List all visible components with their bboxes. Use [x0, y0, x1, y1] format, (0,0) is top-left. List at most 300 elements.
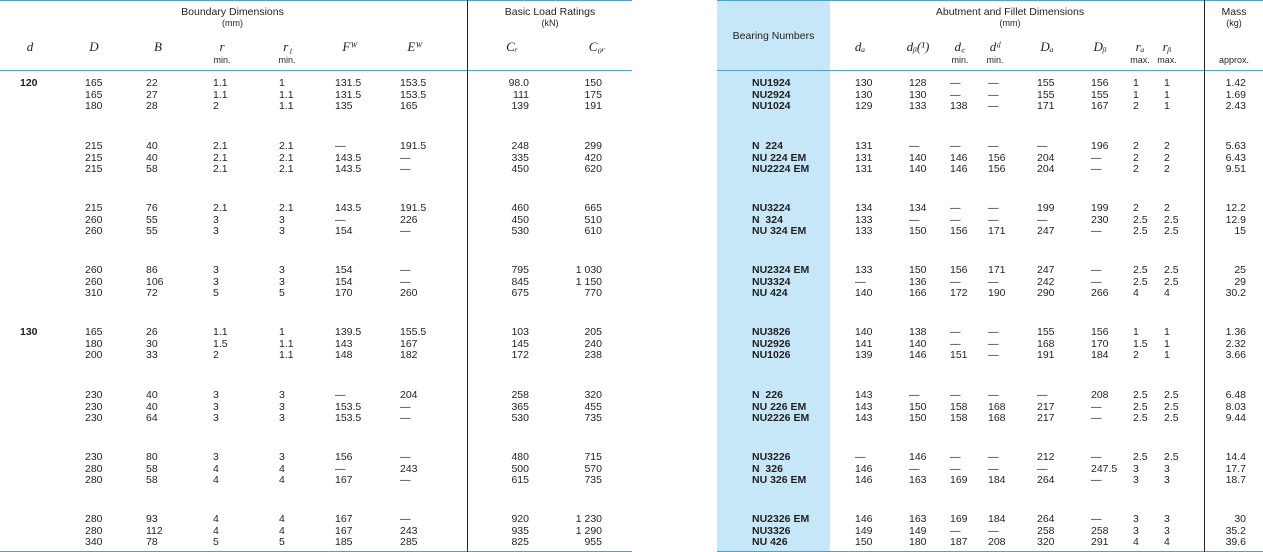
col-Fw: Fᵂ — [342, 39, 358, 54]
col-D: D — [89, 39, 99, 54]
cell-Cr: 825 — [511, 536, 529, 549]
cell-C0r: 238 — [584, 349, 602, 362]
cell-rb: 2.5 — [1164, 225, 1179, 238]
cell-mass: 17.7 — [1225, 462, 1246, 475]
cell-dd: — — [988, 213, 999, 226]
cell-mass: 3.66 — [1225, 349, 1246, 362]
cell-Cr: 98.0 — [508, 77, 529, 89]
cell-Cr: 145 — [511, 337, 529, 350]
cell-mass: 35.2 — [1225, 524, 1246, 537]
cell-da: 133 — [855, 213, 873, 226]
cell-r: 1.1 — [213, 88, 228, 101]
cell-Da: 247 — [1037, 264, 1055, 276]
cell-B: 55 — [146, 213, 158, 226]
cell-rb: 2.5 — [1164, 213, 1179, 226]
cell-Da: 264 — [1037, 513, 1055, 525]
cell-r1: 5 — [279, 287, 285, 300]
top-rule-left — [0, 0, 632, 1]
cell-db: — — [909, 389, 920, 401]
cell-r: 2.1 — [213, 202, 228, 214]
cell-D: 280 — [85, 524, 103, 537]
col-ra-max: max. — [1130, 55, 1150, 65]
cell-D: 180 — [85, 337, 103, 350]
top-rule-right — [717, 0, 1263, 1]
cell-da: 143 — [855, 389, 873, 401]
cell-D: 340 — [85, 536, 103, 549]
cell-Db: 291 — [1091, 536, 1109, 549]
cell-D: 230 — [85, 389, 103, 401]
cell-Ew: 182 — [400, 349, 418, 362]
cell-dd: 184 — [988, 513, 1006, 525]
cell-Cr: 480 — [511, 451, 529, 463]
cell-db: 163 — [909, 513, 927, 525]
cell-B: 72 — [146, 287, 158, 300]
cell-bearing: N 324 — [752, 213, 783, 226]
cell-Fw: 131.5 — [335, 77, 362, 89]
divider-boundary-load — [467, 0, 468, 552]
cell-D: 215 — [85, 202, 103, 214]
cell-mass: 14.4 — [1225, 451, 1246, 463]
cell-C0r: 610 — [584, 225, 602, 238]
cell-dc: — — [950, 88, 961, 101]
cell-B: 78 — [146, 536, 158, 549]
cell-bearing: NU3226 — [752, 451, 791, 463]
cell-bearing: NU 224 EM — [752, 151, 807, 164]
cell-Ew: — — [400, 264, 411, 276]
cell-r: 3 — [213, 389, 219, 401]
cell-bearing: NU 326 EM — [752, 474, 807, 487]
cell-da: — — [855, 451, 866, 463]
cell-Da: 290 — [1037, 287, 1055, 300]
col-r1: r₁ — [283, 39, 293, 54]
cell-Cr: 530 — [511, 412, 529, 425]
cell-C0r: 455 — [584, 400, 602, 413]
cell-da: 131 — [855, 140, 873, 152]
cell-dd: 156 — [988, 163, 1006, 176]
col-rb: rᵦ — [1162, 39, 1172, 54]
cell-dc: — — [950, 275, 961, 288]
cell-da: — — [855, 275, 866, 288]
cell-B: 40 — [146, 151, 158, 164]
cell-Db: — — [1091, 151, 1102, 164]
cell-Da: 217 — [1037, 400, 1055, 413]
cell-C0r: 1 230 — [575, 513, 602, 525]
cell-r1: 1 — [279, 326, 285, 338]
cell-dd: — — [988, 337, 999, 350]
cell-Db: 155 — [1091, 88, 1109, 101]
cell-dc: 138 — [950, 100, 968, 113]
cell-r: 2.1 — [213, 163, 228, 176]
cell-ra: 2.5 — [1133, 213, 1148, 226]
cell-ra: 1 — [1133, 326, 1139, 338]
cell-Ew: 153.5 — [400, 88, 427, 101]
cell-D: 215 — [85, 151, 103, 164]
cell-dc: 158 — [950, 400, 968, 413]
cell-Ew: 191.5 — [400, 202, 427, 214]
cell-Cr: 103 — [511, 326, 529, 338]
cell-ra: 2.5 — [1133, 264, 1148, 276]
cell-r: 4 — [213, 524, 219, 537]
cell-B: 33 — [146, 349, 158, 362]
cell-db: 140 — [909, 163, 927, 176]
cell-da: 150 — [855, 536, 873, 549]
cell-db: 128 — [909, 77, 927, 89]
cell-da: 143 — [855, 412, 873, 425]
cell-r1: 4 — [279, 474, 285, 487]
cell-rb: 2.5 — [1164, 275, 1179, 288]
cell-Ew: — — [400, 151, 411, 164]
cell-r: 2.1 — [213, 151, 228, 164]
cell-db: 138 — [909, 326, 927, 338]
cell-rb: 1 — [1164, 337, 1170, 350]
cell-C0r: 620 — [584, 163, 602, 176]
cell-B: 64 — [146, 412, 158, 425]
cell-Da: 204 — [1037, 163, 1055, 176]
cell-da: 149 — [855, 524, 873, 537]
cell-dd: 171 — [988, 225, 1006, 238]
cell-B: 55 — [146, 225, 158, 238]
cell-da: 146 — [855, 462, 873, 475]
cell-da: 140 — [855, 326, 873, 338]
cell-dd: — — [988, 202, 999, 214]
cell-rb: 4 — [1164, 536, 1170, 549]
cell-dd: — — [988, 88, 999, 101]
load-ratings-header: Basic Load Ratings — [504, 6, 596, 18]
cell-bearing: NU2926 — [752, 337, 791, 350]
cell-Cr: 111 — [513, 88, 529, 101]
cell-Ew: — — [400, 513, 411, 525]
mass-unit: (kg) — [1226, 18, 1242, 28]
cell-dd: 156 — [988, 151, 1006, 164]
cell-da: 139 — [855, 349, 873, 362]
cell-r1: 2.1 — [279, 151, 294, 164]
cell-ra: 2 — [1133, 140, 1139, 152]
cell-rb: 2.5 — [1164, 389, 1179, 401]
col-Da: Dₐ — [1040, 39, 1054, 54]
cell-dd: — — [988, 451, 999, 463]
cell-Db: — — [1091, 400, 1102, 413]
cell-mass: 29 — [1234, 275, 1246, 288]
cell-Db: 167 — [1091, 100, 1109, 113]
cell-rb: 1 — [1164, 100, 1170, 113]
cell-Da: 168 — [1037, 337, 1055, 350]
cell-ra: 3 — [1133, 474, 1139, 487]
cell-D: 310 — [85, 287, 103, 300]
cell-Ew: — — [400, 474, 411, 487]
cell-Fw: 153.5 — [335, 412, 362, 425]
cell-D: 215 — [85, 163, 103, 176]
cell-bearing: NU 226 EM — [752, 400, 807, 413]
cell-mass: 8.03 — [1225, 400, 1246, 413]
cell-r1: 2.1 — [279, 202, 294, 214]
cell-dc: 169 — [950, 474, 968, 487]
cell-ra: 1 — [1133, 88, 1139, 101]
cell-D: 280 — [85, 513, 103, 525]
cell-D: 180 — [85, 100, 103, 113]
cell-dc: — — [950, 524, 961, 537]
cell-Da: — — [1037, 389, 1048, 401]
cell-D: 165 — [85, 88, 103, 101]
load-unit: (kN) — [541, 18, 559, 28]
cell-Cr: 335 — [511, 151, 529, 164]
cell-C0r: 1 290 — [575, 524, 602, 537]
cell-Fw: 167 — [335, 513, 353, 525]
cell-da: 130 — [855, 88, 873, 101]
cell-Db: — — [1091, 474, 1102, 487]
cell-dd: — — [988, 140, 999, 152]
cell-C0r: 191 — [584, 100, 602, 113]
cell-dd: — — [988, 77, 999, 89]
cell-rb: 2.5 — [1164, 451, 1179, 463]
cell-D: 260 — [85, 275, 103, 288]
cell-ra: 3 — [1133, 462, 1139, 475]
cell-ra: 1.5 — [1133, 337, 1148, 350]
cell-db: 134 — [909, 202, 927, 214]
cell-r1: 2.1 — [279, 140, 294, 152]
cell-C0r: 1 150 — [575, 275, 602, 288]
cell-db: 146 — [909, 451, 927, 463]
cell-Fw: — — [335, 462, 346, 475]
col-r: r — [219, 39, 225, 54]
cell-mass: 15 — [1234, 225, 1246, 238]
cell-dc: 187 — [950, 536, 968, 549]
cell-dc: 146 — [950, 163, 968, 176]
cell-Fw: 185 — [335, 536, 353, 549]
col-rb-max: max. — [1157, 55, 1177, 65]
cell-da: 131 — [855, 163, 873, 176]
cell-ra: 4 — [1133, 287, 1139, 300]
cell-da: 134 — [855, 202, 873, 214]
cell-dc: 146 — [950, 151, 968, 164]
cell-B: 40 — [146, 389, 158, 401]
cell-da: 133 — [855, 264, 873, 276]
cell-Fw: 143 — [335, 337, 353, 350]
cell-db: 166 — [909, 287, 927, 300]
cell-Ew: 167 — [400, 337, 418, 350]
cell-C0r: 420 — [584, 151, 602, 164]
cell-rb: 1 — [1164, 88, 1170, 101]
cell-dc: 169 — [950, 513, 968, 525]
cell-db: — — [909, 140, 920, 152]
cell-r1: 5 — [279, 536, 285, 549]
cell-B: 27 — [146, 88, 158, 101]
cell-Fw: 135 — [335, 100, 353, 113]
cell-ra: 2 — [1133, 163, 1139, 176]
cell-dc: — — [950, 462, 961, 475]
cell-Da: 242 — [1037, 275, 1055, 288]
cell-ra: 2 — [1133, 202, 1139, 214]
cell-da: 141 — [855, 337, 873, 350]
cell-Cr: 139 — [511, 100, 529, 113]
cell-mass: 1.36 — [1225, 326, 1246, 338]
cell-B: 80 — [146, 451, 158, 463]
cell-Ew: 243 — [400, 462, 418, 475]
cell-D: 165 — [85, 77, 103, 89]
cell-r: 3 — [213, 213, 219, 226]
header-rule-right — [717, 70, 1263, 71]
cell-rb: 4 — [1164, 287, 1170, 300]
cell-r: 4 — [213, 474, 219, 487]
cell-Ew: — — [400, 451, 411, 463]
cell-dc: — — [950, 451, 961, 463]
cell-da: 130 — [855, 77, 873, 89]
cell-Cr: 500 — [511, 462, 529, 475]
cell-B: 40 — [146, 400, 158, 413]
cell-r1: 1.1 — [279, 349, 294, 362]
cell-Cr: 935 — [511, 524, 529, 537]
cell-dd: 184 — [988, 474, 1006, 487]
cell-C0r: 510 — [584, 213, 602, 226]
cell-mass: 12.9 — [1225, 213, 1246, 226]
cell-rb: 3 — [1164, 513, 1170, 525]
cell-rb: 1 — [1164, 349, 1170, 362]
cell-rb: 2 — [1164, 151, 1170, 164]
cell-D: 260 — [85, 264, 103, 276]
cell-mass: 5.63 — [1225, 140, 1246, 152]
cell-Fw: 143.5 — [335, 151, 362, 164]
col-da: dₐ — [854, 39, 866, 54]
cell-B: 28 — [146, 100, 158, 113]
cell-B: 30 — [146, 337, 158, 350]
cell-bearing: NU1026 — [752, 349, 791, 362]
cell-C0r: 770 — [584, 287, 602, 300]
cell-bearing: N 326 — [752, 462, 783, 475]
abutment-unit: (mm) — [999, 18, 1021, 28]
cell-ra: 3 — [1133, 513, 1139, 525]
cell-Db: — — [1091, 225, 1102, 238]
cell-ra: 3 — [1133, 524, 1139, 537]
col-r1-min: min. — [278, 55, 296, 65]
col-Db: Dᵦ — [1093, 39, 1107, 54]
cell-mass: 25 — [1234, 264, 1246, 276]
cell-dc: — — [950, 337, 961, 350]
cell-Db: 170 — [1091, 337, 1109, 350]
cell-r: 3 — [213, 275, 219, 288]
cell-r: 3 — [213, 400, 219, 413]
cell-D: 280 — [85, 474, 103, 487]
cell-Fw: — — [335, 213, 346, 226]
cell-C0r: 735 — [584, 412, 602, 425]
cell-bearing: NU 424 — [752, 287, 788, 300]
cell-r: 5 — [213, 536, 219, 549]
col-dd: dᵈ — [989, 39, 1001, 54]
cell-dc: 156 — [950, 225, 968, 238]
cell-r: 3 — [213, 225, 219, 238]
bore-diameter-4: 130 — [20, 326, 38, 338]
cell-B: 93 — [146, 513, 158, 525]
cell-mass: 18.7 — [1225, 474, 1246, 487]
col-dd-min: min. — [986, 55, 1004, 65]
col-mass-approx: approx. — [1218, 55, 1250, 65]
abutment-header: Abutment and Fillet Dimensions — [935, 6, 1085, 18]
cell-Da: 258 — [1037, 524, 1055, 537]
cell-rb: 2 — [1164, 140, 1170, 152]
cell-r: 4 — [213, 513, 219, 525]
cell-db: 150 — [909, 264, 927, 276]
cell-Cr: 675 — [511, 287, 529, 300]
cell-r: 1.5 — [213, 337, 228, 350]
col-r-min: min. — [213, 55, 231, 65]
cell-r1: 3 — [279, 412, 285, 425]
cell-bearing: NU3324 — [752, 275, 791, 288]
cell-r: 3 — [213, 412, 219, 425]
cell-Ew: 191.5 — [400, 140, 427, 152]
cell-bearing: NU2224 EM — [752, 163, 810, 176]
cell-dd: — — [988, 389, 999, 401]
cell-db: 150 — [909, 400, 927, 413]
cell-Fw: — — [335, 140, 346, 152]
mass-header: Mass — [1221, 6, 1247, 18]
cell-r1: 4 — [279, 462, 285, 475]
cell-Fw: 139.5 — [335, 326, 362, 338]
cell-bearing: NU3326 — [752, 524, 791, 537]
bearing-numbers-header: Bearing Numbers — [732, 30, 815, 42]
bore-diameter-0: 120 — [20, 77, 38, 89]
cell-Ew: 165 — [400, 100, 418, 113]
cell-r1: 3 — [279, 225, 285, 238]
cell-bearing: N 224 — [752, 140, 783, 152]
cell-Db: — — [1091, 513, 1102, 525]
cell-Fw: 143.5 — [335, 202, 362, 214]
cell-bearing: NU3826 — [752, 326, 791, 338]
cell-Db: — — [1091, 451, 1102, 463]
cell-Cr: 795 — [511, 264, 529, 276]
cell-mass: 39.6 — [1225, 536, 1246, 549]
cell-D: 260 — [85, 225, 103, 238]
cell-Db: 156 — [1091, 326, 1109, 338]
cell-bearing: NU3224 — [752, 202, 791, 214]
cell-Fw: 167 — [335, 524, 353, 537]
cell-Fw: 154 — [335, 264, 353, 276]
cell-r1: 1.1 — [279, 337, 294, 350]
cell-Db: 230 — [1091, 213, 1109, 226]
cell-r1: 1 — [279, 77, 285, 89]
cell-r1: 3 — [279, 264, 285, 276]
cell-rb: 3 — [1164, 462, 1170, 475]
cell-B: 58 — [146, 462, 158, 475]
cell-Fw: 143.5 — [335, 163, 362, 176]
col-dc-min: min. — [951, 55, 969, 65]
cell-rb: 2 — [1164, 163, 1170, 176]
cell-mass: 6.48 — [1225, 389, 1246, 401]
cell-mass: 1.42 — [1225, 77, 1246, 89]
cell-Da: 171 — [1037, 100, 1055, 113]
cell-C0r: 570 — [584, 462, 602, 475]
cell-da: 146 — [855, 513, 873, 525]
cell-B: 22 — [146, 77, 158, 89]
cell-Da: — — [1037, 462, 1048, 475]
cell-dc: 156 — [950, 264, 968, 276]
cell-Da: 155 — [1037, 326, 1055, 338]
cell-dc: — — [950, 202, 961, 214]
cell-mass: 30.2 — [1225, 287, 1246, 300]
col-C0r: C₀ᵣ — [588, 39, 606, 54]
cell-dc: — — [950, 213, 961, 226]
cell-Da: 155 — [1037, 88, 1055, 101]
cell-r1: 3 — [279, 213, 285, 226]
cell-D: 280 — [85, 462, 103, 475]
cell-Cr: 172 — [511, 349, 529, 362]
cell-dd: 190 — [988, 287, 1006, 300]
cell-Db: 199 — [1091, 202, 1109, 214]
cell-rb: 3 — [1164, 524, 1170, 537]
cell-mass: 9.44 — [1225, 412, 1246, 425]
cell-Db: — — [1091, 275, 1102, 288]
cell-db: 150 — [909, 225, 927, 238]
cell-da: 146 — [855, 474, 873, 487]
cell-Ew: 155.5 — [400, 326, 427, 338]
cell-r1: 3 — [279, 400, 285, 413]
